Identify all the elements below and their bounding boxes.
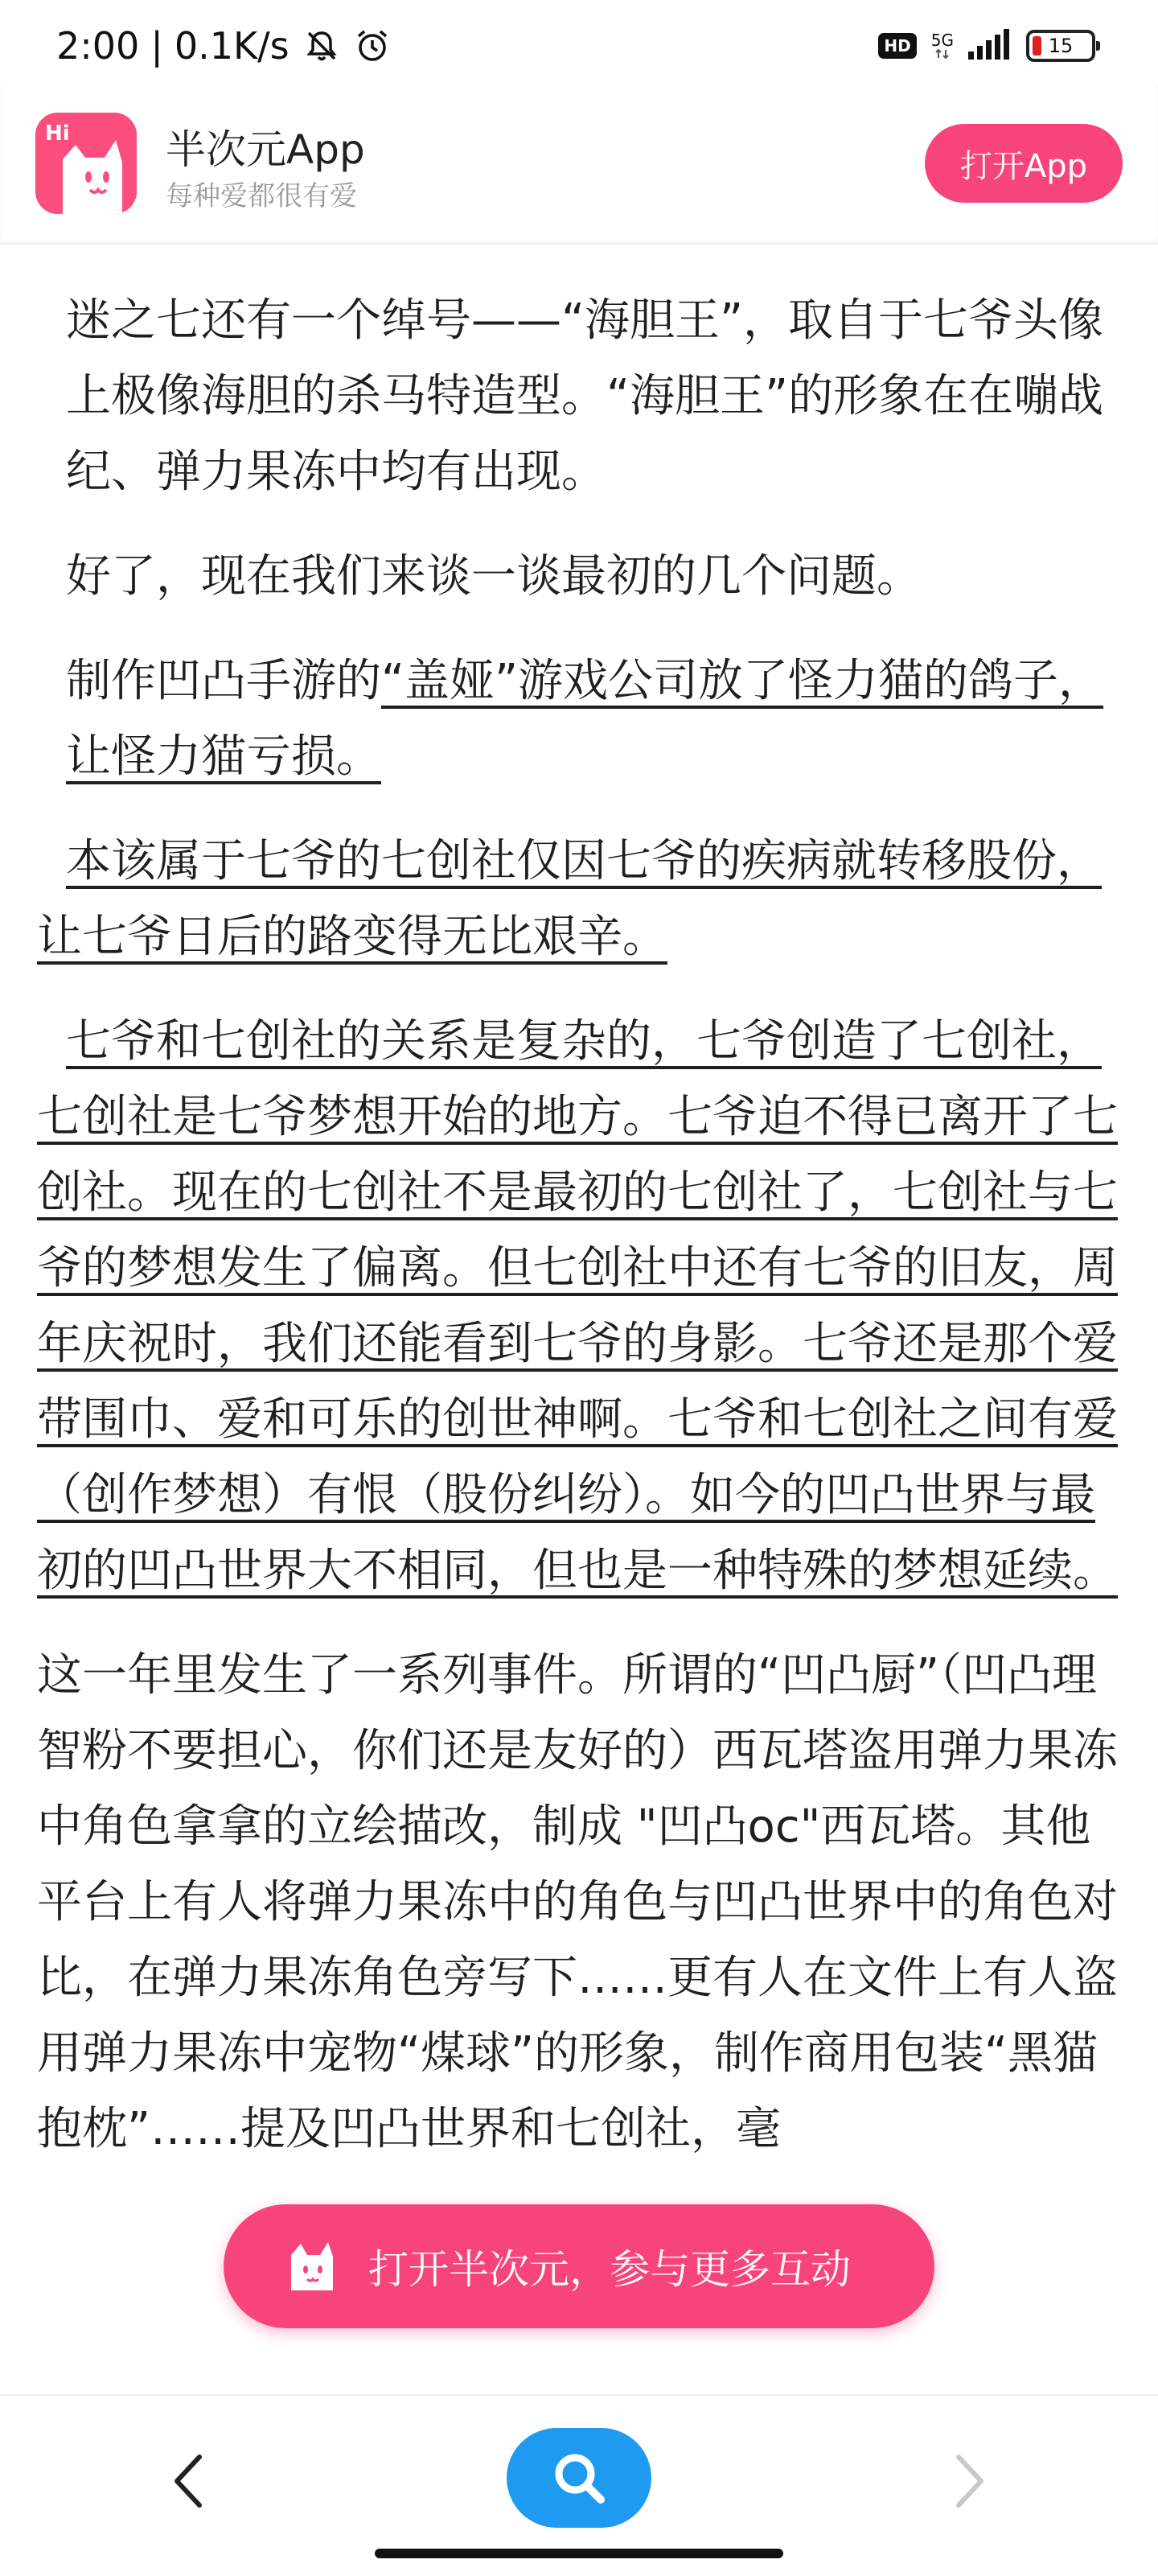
status-separator: | [150,24,163,68]
search-icon [549,2448,609,2508]
status-left [56,24,391,68]
paragraph-text: 迷之七还有一个绰号——“海胆王”，取自于七爷头像上极像海胆的杀马特造型。“海胆王”的形象在在嘣战纪、弹力果冻中均有出现。 [66,294,1104,498]
paragraph-4 [37,824,1124,975]
paragraph-text: 这一年里发生了一系列事件。所谓的“凹凸厨”（凹凸理智粉不要担心，你们还是友好的）西瓦塔盗用弹力果冻中角色拿拿的立绘描改，制成 "凹凸oc"西瓦塔。其他平台上有人将弹力果冻中的角色与凹凸世界中的角色对比，在弹力果冻角色旁写下……更有人在文件上有人盗用弹力果冻中宠物“煤球”的形象，制作商用包装“黑猫抱枕”……提及凹凸世界和七创社，毫 [37,1649,1118,2155]
cta-label: 打开半次元，参与更多互动 [368,2246,851,2293]
battery-icon [1026,30,1095,62]
paragraph-5 [37,1004,1124,1609]
paragraph-6 [37,1638,1124,2167]
paragraph-text-underlined: 本该属于七爷的七创社仅因七爷的疾病就转移股份，让七爷日后的路变得无比艰辛。 [37,835,1102,963]
paragraph-3 [37,644,1124,795]
article-body [37,283,1124,2196]
app-download-banner [0,84,1158,245]
status-time: 2:00 [56,24,140,68]
chevron-left-icon [158,2449,222,2513]
status-right [878,29,1095,63]
logo-text: Hi [45,121,70,146]
app-name: 半次元App [166,126,365,173]
paragraph-text: 制作凹凸手游的 [66,655,381,707]
status-net-speed: 0.1K/s [174,24,290,68]
paragraph-1 [37,283,1124,510]
network-type: 5G [930,31,954,50]
network-indicator [931,32,954,60]
paragraph-text: 好了，现在我们来谈一谈最初的几个问题。 [66,550,922,603]
battery-fill [1033,36,1041,56]
status-bar [0,0,1158,84]
alarm-clock-icon [354,27,391,64]
data-arrows-icon [934,48,951,60]
signal-icon [968,29,1012,63]
home-indicator[interactable] [375,2549,783,2558]
bottom-navigation [0,2394,1158,2576]
mute-bell-icon [304,28,339,64]
open-app-interact-button[interactable] [224,2204,934,2328]
cat-face-icon [283,2237,341,2295]
cat-logo-icon [35,113,137,214]
forward-button[interactable] [936,2449,1000,2513]
app-logo[interactable] [35,113,137,214]
paragraph-text-underlined: “盖娅”游戏公司放了怪力猫的鸽子，让怪力猫亏损。 [66,655,1104,783]
paragraph-2 [37,539,1124,615]
paragraph-text-underlined: 七爷和七创社的关系是复杂的，七爷创造了七创社，七创社是七爷梦想开始的地方。七爷迫不得已离开了七创社。现在的七创社不是最初的七创社了，七创社与七爷的梦想发生了偏离。但七创社中还有七爷的旧友，周年庆祝时，我们还能看到七爷的身影。七爷还是那个爱带围巾、爱和可乐的创世神啊。七爷和七创社之间有爱（创作梦想）有恨（股份纠纷）。如今的凹凸世界与最初的凹凸世界大不相同，但也是一种特殊的梦想延续。 [37,1015,1118,1597]
hd-badge: HD [878,33,916,59]
search-button[interactable] [507,2428,651,2528]
battery-level: 15 [1048,35,1074,57]
chevron-right-icon [936,2449,1000,2513]
app-slogan: 每种爱都很有爱 [166,180,357,212]
back-button[interactable] [158,2449,222,2513]
open-app-button[interactable]: 打开App [925,124,1123,203]
